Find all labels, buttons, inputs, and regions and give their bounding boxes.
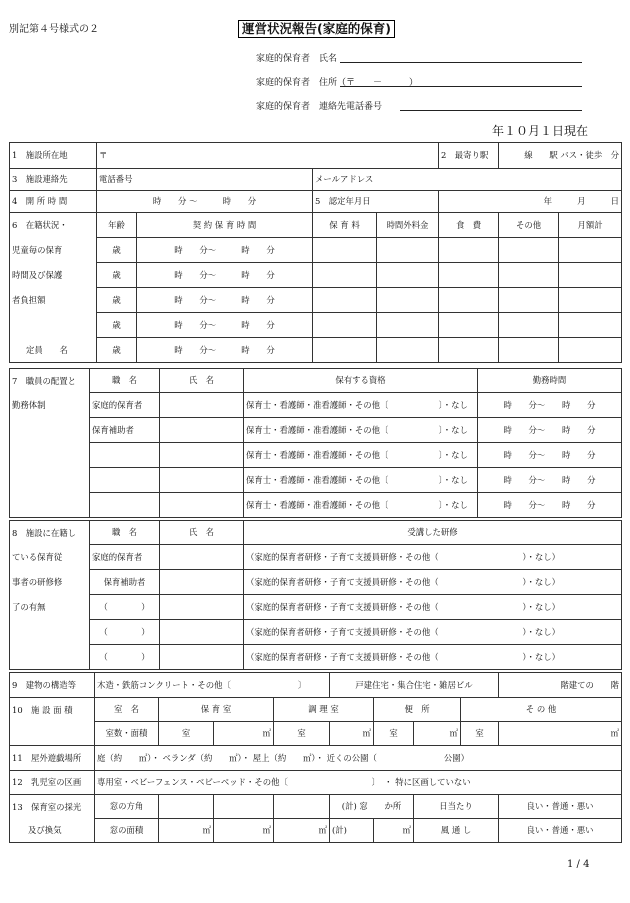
section-8-label: 事者の研修修 <box>10 570 90 595</box>
address-field[interactable] <box>340 86 582 87</box>
col-training: 受講した研修 <box>244 521 622 545</box>
section-3-label: 3 施設連絡先 <box>10 169 97 191</box>
qualification-cell[interactable]: 保育士・看護師・准看護師・その他〔 〕・なし <box>244 468 478 493</box>
section-10-label: 10 施 設 面 積 <box>10 698 95 722</box>
sunlight-label: 日当たり <box>414 795 499 819</box>
window-count-cell[interactable]: (計) 窓 か所 <box>330 795 414 819</box>
section-9-label: 9 建物の構造等 <box>10 673 95 698</box>
work-hours-cell[interactable]: 時 分～ 時 分 <box>478 493 622 518</box>
name-label: 家庭的保育者 氏名 <box>256 54 338 64</box>
section-8-label: 8 施設に在籍し <box>10 521 90 545</box>
section-6-label: 児童毎の保育 <box>10 238 97 263</box>
phone-cell[interactable]: 電話番号 <box>97 169 313 191</box>
role-cell[interactable] <box>90 493 160 518</box>
window-direction-cell[interactable] <box>214 795 274 819</box>
area-sub-label: 室数・面積 <box>95 722 159 746</box>
other-cell[interactable] <box>499 263 559 288</box>
section-11-label: 11 屋外遊戯場所 <box>10 746 95 771</box>
contract-hours-cell[interactable]: 時 分～ 時 分 <box>137 338 313 363</box>
staff-name-cell[interactable] <box>160 545 244 570</box>
overtime-cell[interactable] <box>377 263 439 288</box>
training-cell[interactable]: （家庭的保育者研修・子育て支援員研修・その他（ ）・なし） <box>244 595 622 620</box>
capacity-cell[interactable]: 定員 名 <box>10 338 97 363</box>
meal-cell[interactable] <box>439 288 499 313</box>
training-cell[interactable]: （家庭的保育者研修・子育て支援員研修・その他（ ）・なし） <box>244 645 622 670</box>
table-row <box>10 570 622 595</box>
col-work-hours: 勤務時間 <box>478 369 622 393</box>
col-other: その他 <box>499 213 559 238</box>
address-cell[interactable]: 〒 <box>97 143 439 169</box>
other-cell[interactable] <box>499 338 559 363</box>
total-cell[interactable] <box>559 338 622 363</box>
col-position: 職 名 <box>90 369 160 393</box>
contract-hours-cell[interactable]: 時 分～ 時 分 <box>137 238 313 263</box>
section-8-label: ている保育従 <box>10 545 90 570</box>
fee-cell[interactable] <box>313 263 377 288</box>
role-cell: 保育補助者 <box>90 418 160 443</box>
partition-cell[interactable]: 専用室・ベビーフェンス・ベビーベッド・その他〔 〕 ・ 特に区画していない <box>95 771 622 795</box>
fee-cell[interactable] <box>313 313 377 338</box>
window-area-cell[interactable]: ㎡ <box>214 819 274 843</box>
structure-cell[interactable]: 木造・鉄筋コンクリート・その他〔 〕 <box>95 673 330 698</box>
window-area-total[interactable]: ㎡ <box>374 819 414 843</box>
window-area-label: 窓の面積 <box>95 819 159 843</box>
qualification-cell[interactable]: 保育士・看護師・准看護師・その他〔 〕・なし <box>244 393 478 418</box>
table-facility <box>9 672 622 843</box>
table-row <box>10 418 622 443</box>
window-area-total-label: (計) <box>330 819 374 843</box>
table-row <box>10 493 622 518</box>
age-cell[interactable]: 歳 <box>97 263 137 288</box>
station-label: 2 最寄り駅 <box>439 143 499 169</box>
age-cell[interactable]: 歳 <box>97 313 137 338</box>
age-cell[interactable]: 歳 <box>97 338 137 363</box>
fee-cell[interactable] <box>313 338 377 363</box>
floor-cell[interactable]: 階建ての 階 <box>499 673 622 698</box>
kitchen-count[interactable]: 室 <box>274 722 330 746</box>
section-13-label: 及び換気 <box>10 819 95 843</box>
age-cell[interactable]: 歳 <box>97 288 137 313</box>
row-partition <box>10 771 622 795</box>
age-cell[interactable]: 歳 <box>97 238 137 263</box>
table-row <box>10 288 622 313</box>
phone-label: 家庭的保育者 連絡先電話番号 <box>256 102 383 112</box>
qualification-cell[interactable]: 保育士・看護師・准看護師・その他〔 〕・なし <box>244 493 478 518</box>
overtime-cell[interactable] <box>377 313 439 338</box>
contract-hours-cell[interactable]: 時 分～ 時 分 <box>137 288 313 313</box>
col-age: 年齢 <box>97 213 137 238</box>
meal-cell[interactable] <box>439 338 499 363</box>
section-6-blank <box>10 313 97 338</box>
row-staff-header <box>10 369 622 393</box>
section-7-blank <box>10 443 90 468</box>
section-8-blank <box>10 645 90 670</box>
total-cell[interactable] <box>559 263 622 288</box>
window-area-cell[interactable]: ㎡ <box>274 819 330 843</box>
col-position: 職 名 <box>90 521 160 545</box>
table-row <box>10 645 622 670</box>
window-direction-cell[interactable] <box>274 795 330 819</box>
name-field[interactable] <box>340 62 582 63</box>
col-name: 氏 名 <box>160 521 244 545</box>
fee-cell[interactable] <box>313 238 377 263</box>
fee-cell[interactable] <box>313 288 377 313</box>
role-cell: 保育補助者 <box>90 570 160 595</box>
row-training-header <box>10 521 622 545</box>
role-cell[interactable] <box>90 443 160 468</box>
table-row <box>10 263 622 288</box>
other-area[interactable]: ㎡ <box>499 722 622 746</box>
staff-name-cell[interactable] <box>160 393 244 418</box>
table-training <box>9 520 622 670</box>
col-overtime: 時間外料金 <box>377 213 439 238</box>
section-7-label: 7 職員の配置と <box>10 369 90 393</box>
table-row <box>10 468 622 493</box>
mail-cell[interactable]: メールアドレス <box>313 169 622 191</box>
ventilation-rating[interactable]: 良い・普通・悪い <box>499 819 622 843</box>
overtime-cell[interactable] <box>377 238 439 263</box>
table-row <box>10 338 622 363</box>
station-cell[interactable]: 線 駅 バス・徒歩 分 <box>499 143 622 169</box>
meal-cell[interactable] <box>439 238 499 263</box>
col-fee: 保 育 料 <box>313 213 377 238</box>
row-window-direction <box>10 795 622 819</box>
open-hours-cell[interactable]: 時 分 ～ 時 分 <box>97 191 313 213</box>
section-4-label: 4 開 所 時 間 <box>10 191 97 213</box>
nursery-room-area[interactable]: ㎡ <box>214 722 274 746</box>
staff-name-cell[interactable] <box>160 443 244 468</box>
section-7-blank <box>10 493 90 518</box>
section-5-label: 5 認定年月日 <box>313 191 439 213</box>
section-8-label: 了の有無 <box>10 595 90 620</box>
cert-date-cell[interactable]: 年 月 日 <box>439 191 622 213</box>
page-title: 運営状況報告(家庭的保育) <box>238 20 395 38</box>
work-hours-cell[interactable]: 時 分～ 時 分 <box>478 393 622 418</box>
table-row <box>10 545 622 570</box>
col-nursery-room: 保 育 室 <box>159 698 274 722</box>
qualification-cell[interactable]: 保育士・看護師・准看護師・その他〔 〕・なし <box>244 443 478 468</box>
row-outdoor <box>10 746 622 771</box>
staff-name-cell[interactable] <box>160 645 244 670</box>
other-cell[interactable] <box>499 288 559 313</box>
staff-name-cell[interactable] <box>160 595 244 620</box>
staff-name-cell[interactable] <box>160 570 244 595</box>
section-8-blank <box>10 620 90 645</box>
other-count[interactable]: 室 <box>461 722 499 746</box>
meal-cell[interactable] <box>439 313 499 338</box>
toilet-area[interactable]: ㎡ <box>414 722 461 746</box>
other-cell[interactable] <box>499 313 559 338</box>
contract-hours-cell[interactable]: 時 分～ 時 分 <box>137 263 313 288</box>
col-contract-hours: 契 約 保 育 時 間 <box>137 213 313 238</box>
section-7-blank <box>10 418 90 443</box>
as-of-date: 年１０月１日現在 <box>492 124 589 138</box>
overtime-cell[interactable] <box>377 338 439 363</box>
row-enroll-header <box>10 213 622 238</box>
work-hours-cell[interactable]: 時 分～ 時 分 <box>478 443 622 468</box>
staff-name-cell[interactable] <box>160 418 244 443</box>
meal-cell[interactable] <box>439 263 499 288</box>
col-room-name: 室 名 <box>95 698 159 722</box>
role-cell[interactable]: （ ） <box>90 595 160 620</box>
col-monthly-total: 月額計 <box>559 213 622 238</box>
col-kitchen: 調 理 室 <box>274 698 374 722</box>
table-row <box>10 313 622 338</box>
row-structure <box>10 673 622 698</box>
row-hours <box>10 191 622 213</box>
table-row <box>10 443 622 468</box>
address-label: 家庭的保育者 住所（〒 － ） <box>256 78 419 88</box>
role-cell: 家庭的保育者 <box>90 393 160 418</box>
work-hours-cell[interactable]: 時 分～ 時 分 <box>478 468 622 493</box>
staff-name-cell[interactable] <box>160 468 244 493</box>
role-cell[interactable]: （ ） <box>90 645 160 670</box>
col-meal: 食 費 <box>439 213 499 238</box>
phone-field[interactable] <box>400 110 582 111</box>
contract-hours-cell[interactable]: 時 分～ 時 分 <box>137 313 313 338</box>
table-staff <box>9 368 622 518</box>
window-area-cell[interactable]: ㎡ <box>159 819 214 843</box>
page-number: 1 / 4 <box>567 859 590 870</box>
section-7-label: 勤務体制 <box>10 393 90 418</box>
section-1-label: 1 施設所在地 <box>10 143 97 169</box>
table-row <box>10 595 622 620</box>
total-cell[interactable] <box>559 238 622 263</box>
nursery-room-count[interactable]: 室 <box>159 722 214 746</box>
section-7-blank <box>10 468 90 493</box>
total-cell[interactable] <box>559 313 622 338</box>
building-type-cell[interactable]: 戸建住宅・集合住宅・雑居ビル <box>330 673 499 698</box>
training-cell[interactable]: （家庭的保育者研修・子育て支援員研修・その他（ ）・なし） <box>244 545 622 570</box>
window-direction-cell[interactable] <box>159 795 214 819</box>
section-13-label: 13 保育室の採光 <box>10 795 95 819</box>
qualification-cell[interactable]: 保育士・看護師・准看護師・その他〔 〕・なし <box>244 418 478 443</box>
other-cell[interactable] <box>499 238 559 263</box>
col-toilet: 便 所 <box>374 698 461 722</box>
window-direction-label: 窓の方角 <box>95 795 159 819</box>
row-area-header <box>10 698 622 722</box>
section-6-label: 6 在籍状況・ <box>10 213 97 238</box>
staff-name-cell[interactable] <box>160 620 244 645</box>
row-address <box>10 143 622 169</box>
table-row <box>10 620 622 645</box>
toilet-count[interactable]: 室 <box>374 722 414 746</box>
table-row <box>10 238 622 263</box>
outdoor-cell[interactable]: 庭（約 ㎡）・ ベランダ（約 ㎡）・ 屋上（約 ㎡）・ 近くの公園（ 公園） <box>95 746 622 771</box>
col-other-room: そ の 他 <box>461 698 622 722</box>
section-6-label: 時間及び保護 <box>10 263 97 288</box>
sunlight-rating[interactable]: 良い・普通・悪い <box>499 795 622 819</box>
section-6-label: 者負担額 <box>10 288 97 313</box>
col-qualification: 保有する資格 <box>244 369 478 393</box>
form-id: 別記第４号様式の２ <box>9 24 99 35</box>
section-10-blank <box>10 722 95 746</box>
total-cell[interactable] <box>559 288 622 313</box>
training-cell[interactable]: （家庭的保育者研修・子育て支援員研修・その他（ ）・なし） <box>244 570 622 595</box>
table-row <box>10 393 622 418</box>
ventilation-label: 風 通 し <box>414 819 499 843</box>
col-name: 氏 名 <box>160 369 244 393</box>
row-contact <box>10 169 622 191</box>
row-window-area <box>10 819 622 843</box>
work-hours-cell[interactable]: 時 分～ 時 分 <box>478 418 622 443</box>
role-cell[interactable]: （ ） <box>90 620 160 645</box>
staff-name-cell[interactable] <box>160 493 244 518</box>
role-cell[interactable] <box>90 468 160 493</box>
row-area-values <box>10 722 622 746</box>
section-12-label: 12 乳児室の区画 <box>10 771 95 795</box>
training-cell[interactable]: （家庭的保育者研修・子育て支援員研修・その他（ ）・なし） <box>244 620 622 645</box>
table-basic-info <box>9 142 622 363</box>
role-cell: 家庭的保育者 <box>90 545 160 570</box>
kitchen-area[interactable]: ㎡ <box>330 722 374 746</box>
overtime-cell[interactable] <box>377 288 439 313</box>
